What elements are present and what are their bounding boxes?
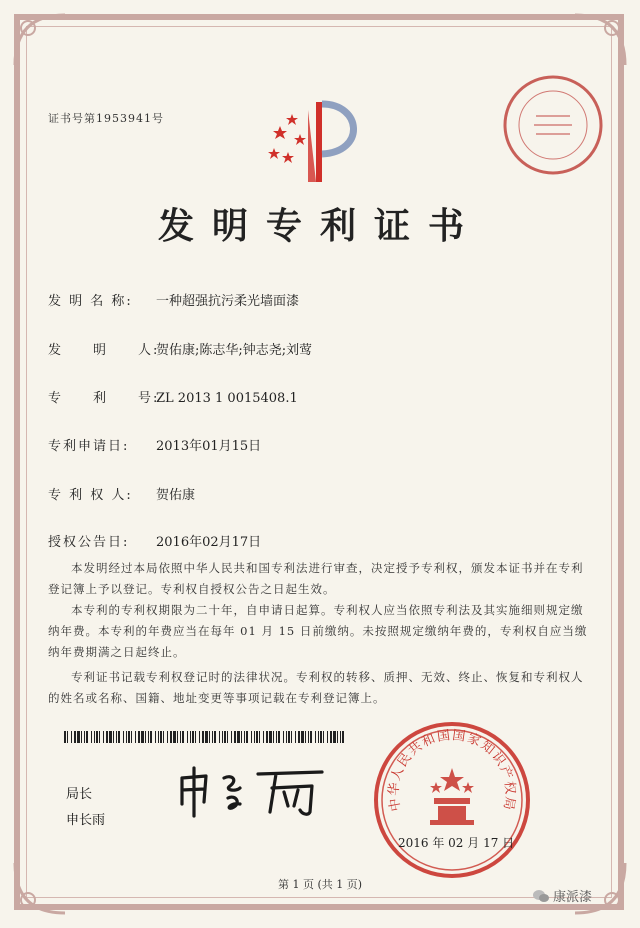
- field-value: 2013年01月15日: [156, 439, 262, 454]
- stamp-icon: [498, 70, 608, 180]
- field-label: 专 利 权 人:: [48, 488, 133, 503]
- field-invention-name: [48, 290, 299, 309]
- paragraph: 本发明经过本局依照中华人民共和国专利法进行审查，决定授予专利权，颁发本证书并在专利登记簿上予以登记。专利权自授权公告之日起生效。: [48, 561, 584, 596]
- seal-date: 2016 年 02 月 17 日: [398, 836, 515, 850]
- paragraph: 本专利的专利权期限为二十年，自申请日起算。专利权人应当依照专利法及其实施细则规定缴纳年费。本专利的年费应当在每年 01 月 15 日前缴纳。未按照规定缴纳年费的，专利权自应当缴纳年费期满之日起终止。: [48, 603, 588, 659]
- ornament-icon: [10, 10, 70, 70]
- certificate-number: 证书号第1953941号: [48, 112, 164, 125]
- ornament-icon: [570, 10, 630, 70]
- field-value: 贺佑康;陈志华;钟志尧;刘莺: [156, 343, 313, 358]
- field-patent-number: [48, 387, 298, 406]
- field-label: 授权公告日:: [48, 535, 130, 550]
- field-value: 一种超强抗污柔光墙面漆: [156, 294, 300, 309]
- watermark: [532, 886, 592, 905]
- field-label: 专利申请日:: [48, 439, 130, 454]
- signature-name: 申长雨: [66, 813, 106, 828]
- body-text: [48, 558, 592, 709]
- field-value: 2016年02月17日: [156, 535, 262, 550]
- field-grant-date: [48, 531, 261, 550]
- field-label: 专 利 号:: [48, 391, 160, 406]
- field-label: 发 明 名 称:: [48, 294, 133, 309]
- patent-office-logo-icon: [258, 90, 378, 190]
- field-patentee: [48, 484, 195, 503]
- seal-text: 中华人民共和国国家知识产权局: [386, 728, 518, 813]
- certificate-title: 发明专利证书: [157, 205, 482, 247]
- official-seal-icon: [372, 720, 532, 880]
- field-value: 贺佑康: [156, 488, 196, 503]
- field-label: 发 明 人:: [48, 343, 160, 358]
- field-application-date: [48, 435, 261, 454]
- barcode-icon: [64, 731, 346, 743]
- handwritten-signature: [172, 760, 332, 820]
- wechat-icon: [532, 889, 550, 903]
- page-number: 第 1 页 (共 1 页): [277, 878, 363, 891]
- paragraph: 专利证书记载专利权登记时的法律状况。专利权的转移、质押、无效、终止、恢复和专利权人的姓名或名称、国籍、地址变更等事项记载在专利登记簿上。: [48, 670, 584, 705]
- signature-title: 局长: [66, 787, 93, 802]
- field-value: ZL 2013 1 0015408.1: [156, 391, 298, 406]
- field-inventor: [48, 339, 312, 358]
- watermark-text: 康派漆: [553, 890, 593, 905]
